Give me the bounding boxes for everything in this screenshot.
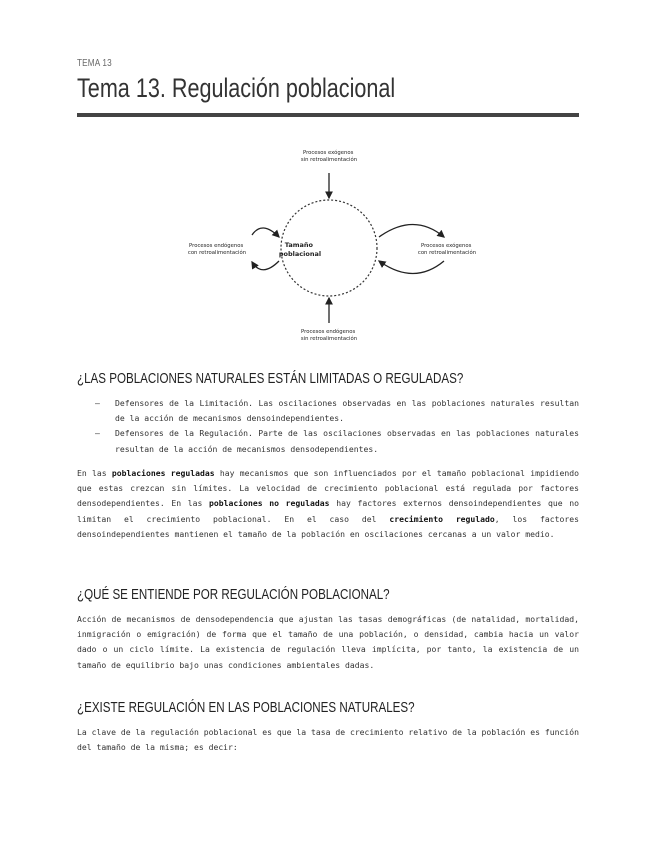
list-dash: – — [95, 398, 100, 408]
page-title: Tema 13. Regulación poblacional — [77, 73, 396, 103]
section-heading-regulacion: ¿QUÉ SE ENTIENDE POR REGULACIÓN POBLACIONAL? — [77, 587, 390, 603]
bold-term: poblaciones no reguladas — [209, 498, 330, 509]
section-heading-existe: ¿EXISTE REGULACIÓN EN LAS POBLACIONES NATURALES? — [77, 700, 415, 716]
svg-text:Procesos endógenos con — [188, 242, 246, 256]
svg-text:Procesos exógenos con — [418, 242, 476, 256]
bullet-text: Defensores de la Regulación. Parte de las oscilaciones observadas en las poblaciones naturales resultan de la acción de mecanismos densodependientes. — [115, 428, 579, 454]
list-dash: – — [95, 428, 100, 439]
defensores-list — [95, 396, 579, 457]
bullet-text: Defensores de la Limitación. Las oscilaciones observadas en las poblaciones naturales resultan de la acción de mecanismos densoindependientes. — [115, 398, 579, 424]
top-label-line1: Procesos exógenos — [302, 150, 354, 156]
bold-term: crecimiento regulado — [389, 513, 495, 524]
right-label-line2: con retroalimentación — [417, 250, 477, 256]
top-label-line2: sin retroalimentación — [300, 157, 358, 163]
title-divider — [77, 113, 579, 117]
left-label-line1: Procesos endógenos — [189, 243, 244, 249]
right-loop-arrow-bottom — [379, 261, 444, 274]
center-label-2: poblacional — [278, 250, 322, 258]
tema-label: TEMA 13 — [77, 58, 112, 69]
left-label-line2: con retroalimentación — [187, 250, 247, 256]
list-item — [95, 396, 579, 426]
center-label-1: Tamaño — [284, 241, 313, 249]
right-loop-arrow-top — [379, 225, 444, 238]
bottom-label-line2: sin retroalimentación — [300, 336, 358, 342]
list-item — [95, 426, 579, 456]
paragraph-reguladas: En las poblaciones reguladas hay mecanismos que son influenciados por el tamaño poblacional impidiendo que estas crezcan sin límites. La velocidad de crecimiento poblacional está regulada por factores densodependientes. En las poblaciones no reguladas hay factores externos densoindependientes que no limitan el crecimiento poblacional. En el caso del crecimiento regulado, los factores densoindependientes mantienen el tamaño de la población en oscilaciones cercanas a un valor medio. — [77, 468, 579, 539]
svg-text:Procesos exógenos sin — [301, 149, 357, 163]
left-loop-arrow-top — [252, 228, 279, 237]
svg-text:Tamaño poblacional — [279, 241, 321, 258]
left-loop-arrow-bottom — [252, 261, 279, 270]
svg-text:Procesos endógenos sin — [301, 328, 357, 342]
paragraph-existe: La clave de la regulación poblacional es que la tasa de crecimiento relativo de la población es función del tamaño de la misma; es decir: — [77, 727, 579, 753]
paragraph-regulacion: Acción de mecanismos de densodependencia que ajustan las tasas demográficas (de natalidad, mortalidad, inmigración o emigración) de forma que el tamaño de una población, o densidad, cambia hacia un valor dado o un ciclo límite. La existencia de regulación lleva implícita, por tanto, la existencia de un tamaño de equilibrio bajo unas condiciones ambientales dadas. — [77, 614, 579, 670]
section-heading-limitadas: ¿LAS POBLACIONES NATURALES ESTÁN LIMITADAS O REGULADAS? — [77, 371, 464, 387]
bottom-label-line1: Procesos endógenos — [301, 329, 356, 335]
population-regulation-diagram — [182, 140, 482, 350]
right-label-line1: Procesos exógenos — [420, 243, 472, 249]
bold-term: poblaciones reguladas — [111, 468, 215, 478]
